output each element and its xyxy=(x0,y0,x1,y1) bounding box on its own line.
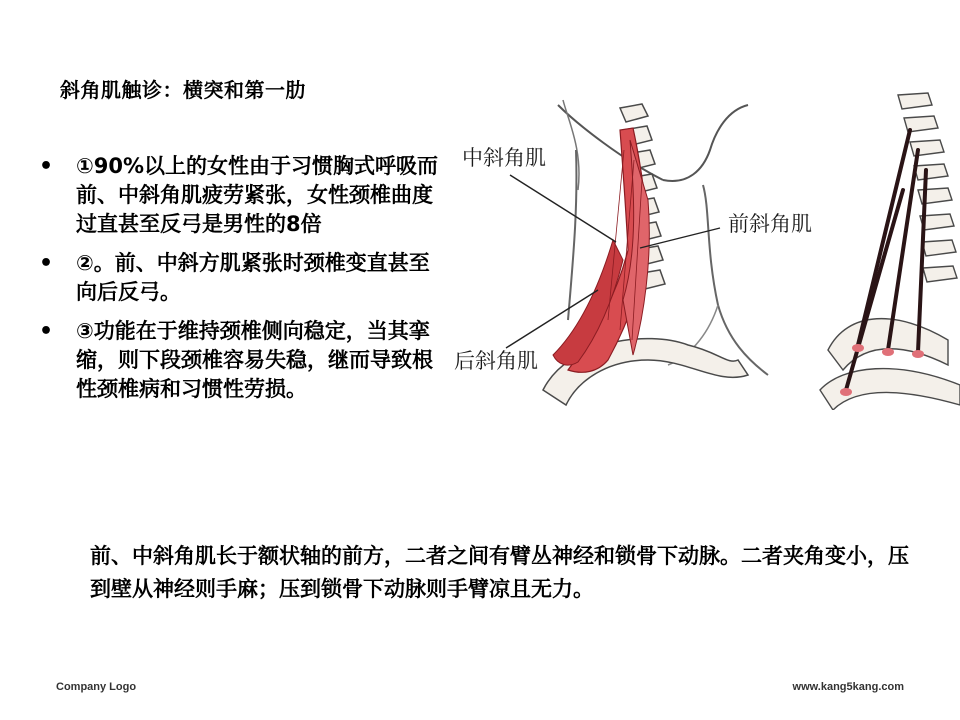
scalene-muscles xyxy=(553,128,649,372)
bullet-dot-icon: • xyxy=(38,251,54,276)
bullet-item xyxy=(36,317,446,404)
slide-title: 斜角肌触诊：横突和第一肋 xyxy=(60,78,306,102)
posterior-scalene-label: 后斜角肌 xyxy=(454,349,538,373)
company-logo-text: Company Logo xyxy=(56,681,137,693)
bullet-item xyxy=(36,152,446,239)
bullet-list xyxy=(36,152,446,414)
scalene-anatomy-figure xyxy=(448,90,960,410)
bullet-text: ③功能在于维持颈椎侧向稳定，当其挛缩，则下段颈椎容易失稳，继而导致根性颈椎病和习惯性劳损。 xyxy=(76,319,433,401)
bullet-item xyxy=(36,249,446,307)
bullet-dot-icon: • xyxy=(38,319,54,344)
middle-scalene-label: 中斜角肌 xyxy=(462,146,546,170)
bullet-text: ①90%以上的女性由于习惯胸式呼吸而前、中斜角肌疲劳紧张，女性颈椎曲度过直甚至反弓是男性的8倍 xyxy=(76,154,439,236)
explanation-note: 前、中斜角肌长于额状轴的前方，二者之间有臂丛神经和锁骨下动脉。二者夹角变小，压到壁从神经则手麻；压到锁骨下动脉则手臂凉且无力。 xyxy=(90,544,909,601)
bullet-text: ②。前、中斜方肌紧张时颈椎变直甚至向后反弓。 xyxy=(76,251,430,304)
website-url: www.kang5kang.com xyxy=(792,681,904,693)
anterior-scalene-label: 前斜角肌 xyxy=(728,212,812,236)
lateral-view xyxy=(820,93,960,410)
bullet-dot-icon: • xyxy=(38,154,54,179)
